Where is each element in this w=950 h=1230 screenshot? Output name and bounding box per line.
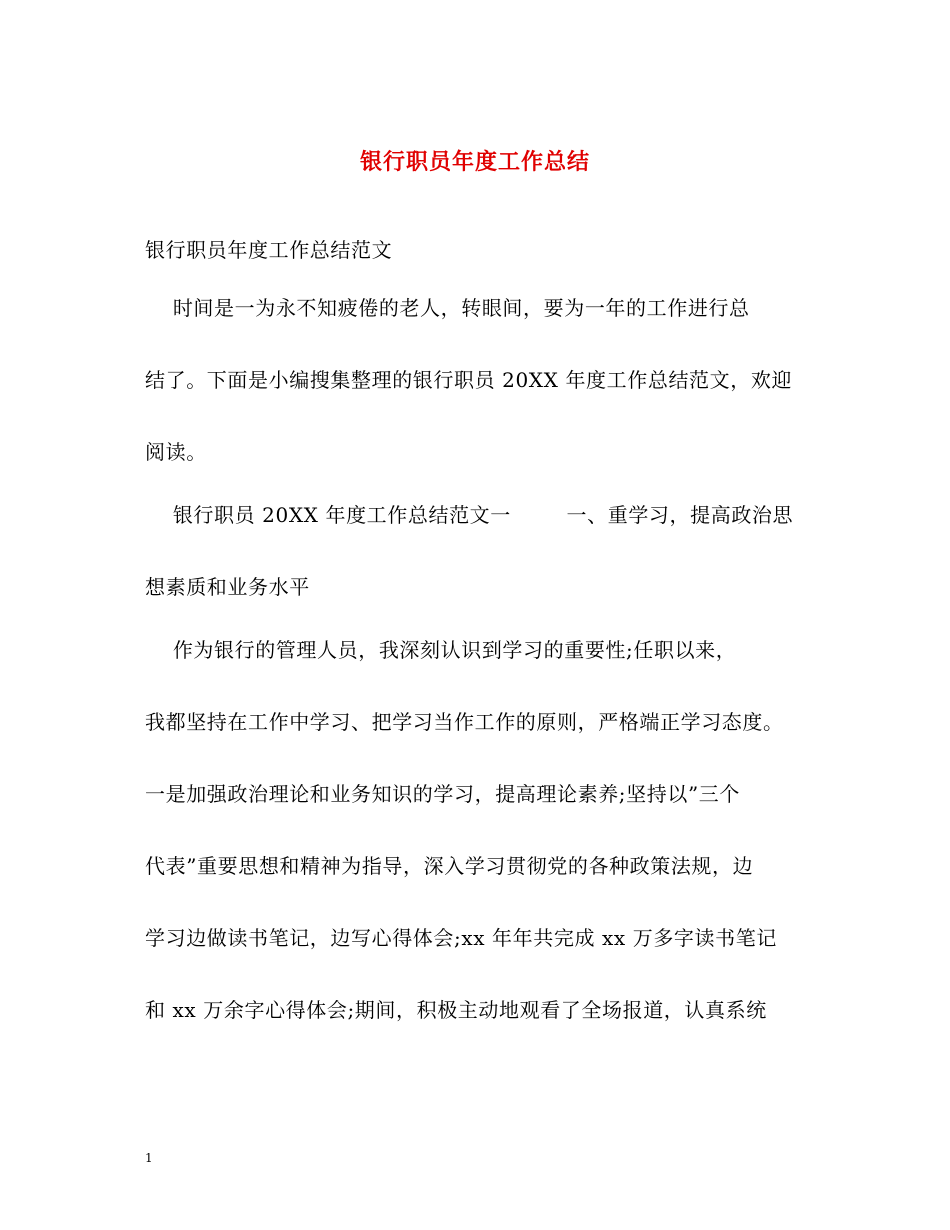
- text-line: 阅读。: [145, 440, 207, 464]
- page-number: 1: [145, 1151, 153, 1165]
- text-line: 结了。下面是小编搜集整理的银行职员 20XX 年度工作总结范文，欢迎: [145, 368, 793, 392]
- text-line: 我都坚持在工作中学习、把学习当作工作的原则，严格端正学习态度。: [145, 710, 784, 734]
- text-line: 想素质和业务水平: [145, 575, 310, 599]
- text-line: 作为银行的管理人员，我深刻认识到学习的重要性;任职以来，: [145, 638, 737, 662]
- text-line: 银行职员年度工作总结范文: [145, 238, 393, 262]
- text-line: 时间是一为永不知疲倦的老人，转眼间，要为一年的工作进行总: [145, 296, 750, 320]
- text-line: 和 xx 万余字心得体会;期间，积极主动地观看了全场报道，认真系统: [145, 998, 767, 1022]
- text-line: 银行职员 20XX 年度工作总结范文一 一、重学习，提高政治思: [145, 503, 794, 527]
- text-line: 代表”重要思想和精神为指导，深入学习贯彻党的各种政策法规，边: [145, 854, 754, 878]
- text-line: 一是加强政治理论和业务知识的学习，提高理论素养;坚持以”三个: [145, 782, 740, 806]
- text-line: 学习边做读书笔记，边写心得体会;xx 年年共完成 xx 万多字读书笔记: [145, 926, 777, 950]
- document-title: 银行职员年度工作总结: [359, 149, 590, 175]
